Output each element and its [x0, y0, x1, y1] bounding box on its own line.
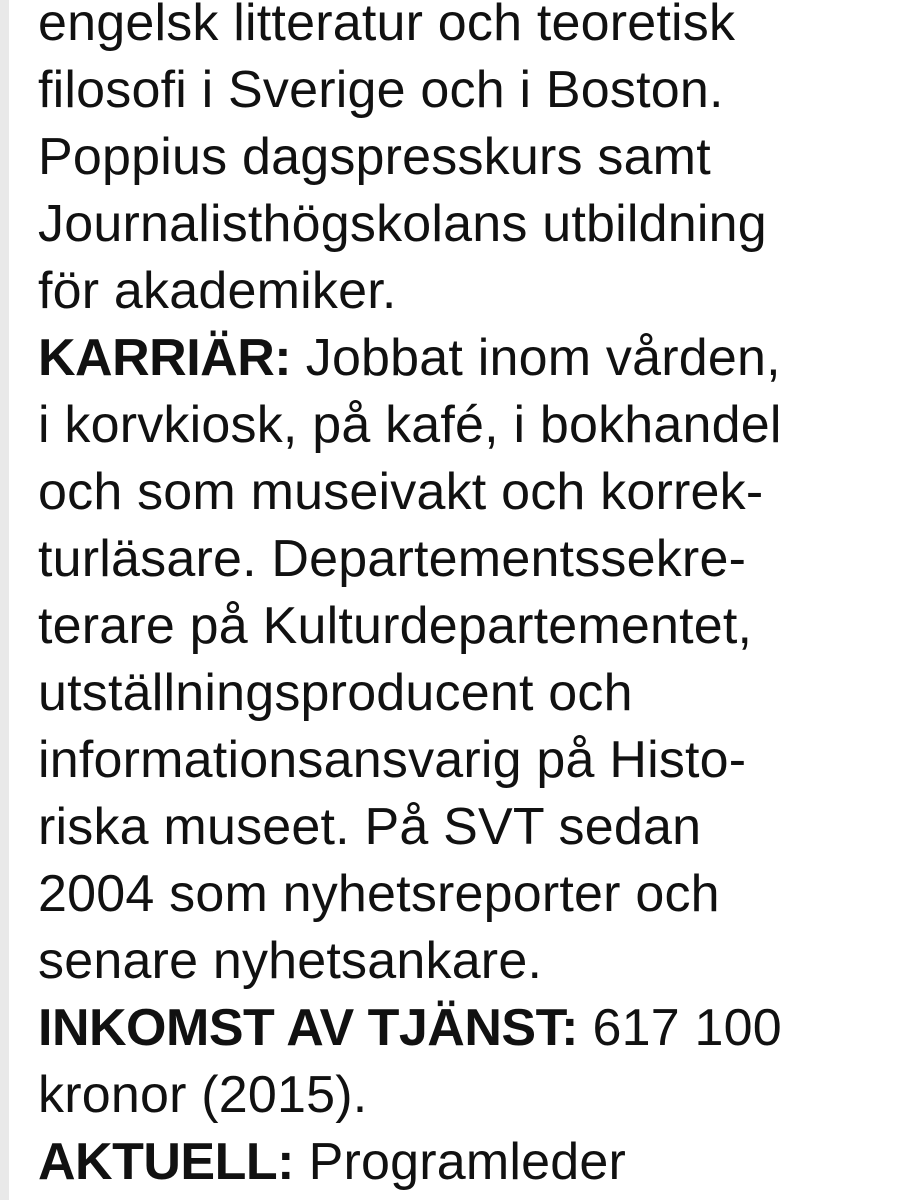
line-text: senare nyhetsankare. — [38, 932, 543, 990]
line-text: Programleder — [293, 1133, 627, 1191]
line-text: i korvkiosk, på kafé, i bokhandel — [38, 396, 782, 454]
line-text: riska museet. På SVT sedan — [38, 798, 702, 856]
line-text: Poppius dagspresskurs samt — [38, 128, 711, 186]
text-line — [38, 593, 888, 660]
line-text: och som museivakt och korrek- — [38, 463, 764, 521]
line-text: engelsk litteratur och teoretisk — [38, 0, 736, 52]
line-text: kronor (2015). — [38, 1066, 368, 1124]
section-label-inkomst: INKOMST AV TJÄNST: — [38, 999, 578, 1057]
line-text: Jobbat inom vården, — [291, 329, 781, 387]
section-label-karriar: KARRIÄR: — [38, 329, 292, 387]
text-line — [38, 660, 888, 727]
line-text: informationsansvarig på Histo- — [38, 731, 747, 789]
text-line — [38, 392, 888, 459]
line-text: filosofi i Sverige och i Boston. — [38, 61, 724, 119]
text-line — [38, 727, 888, 794]
text-line — [38, 1129, 888, 1196]
line-text: 2004 som nyhetsreporter och — [38, 865, 720, 923]
text-line — [38, 861, 888, 928]
text-line — [38, 526, 888, 593]
text-line — [38, 794, 888, 861]
text-line — [38, 928, 888, 995]
line-text: Journalisthögskolans utbildning — [38, 195, 767, 253]
line-text: för akademiker. — [38, 262, 397, 320]
text-line — [38, 0, 888, 57]
text-line — [38, 57, 888, 124]
text-line — [38, 258, 888, 325]
text-line — [38, 325, 888, 392]
line-text: turläsare. Departementssekre- — [38, 530, 747, 588]
article-text — [38, 0, 888, 1196]
text-line — [38, 191, 888, 258]
text-line — [38, 459, 888, 526]
page-edge — [0, 0, 9, 1200]
section-label-aktuell: AKTUELL: — [38, 1133, 294, 1191]
line-text: 617 100 — [577, 999, 782, 1057]
text-line — [38, 995, 888, 1062]
line-text: terare på Kulturdepartementet, — [38, 597, 753, 655]
text-line — [38, 124, 888, 191]
text-line — [38, 1062, 888, 1129]
line-text: utställningsproducent och — [38, 664, 633, 722]
